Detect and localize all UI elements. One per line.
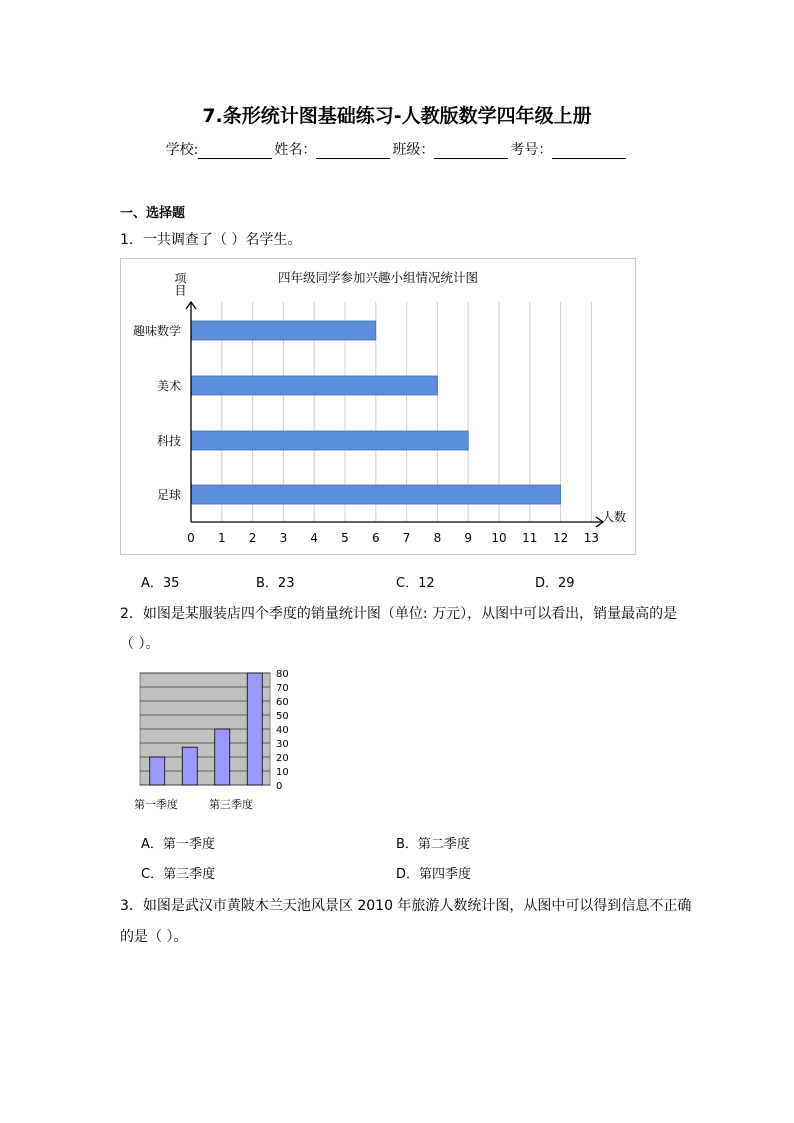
q2-option-c[interactable]: C．第三季度: [141, 867, 216, 882]
chart1-bar: [191, 431, 468, 450]
question-1-text: 1．一共调查了（ ）名学生。: [120, 232, 302, 248]
class-blank[interactable]: [434, 145, 508, 159]
chart1-tick-label: 1: [217, 531, 226, 545]
chart1-category-label: 足球: [156, 488, 181, 502]
chart2-tick-label: 60: [276, 697, 289, 708]
name-blank[interactable]: [316, 145, 390, 159]
q1-option-d[interactable]: D．29: [535, 576, 575, 591]
chart1-tick-label: 6: [371, 531, 380, 545]
q2-option-a[interactable]: A．第一季度: [141, 837, 215, 852]
question-2-line2: （ ）。: [120, 636, 160, 652]
chart2-cat-label-q1: 第一季度: [134, 798, 178, 811]
chart2-tick-label: 40: [276, 725, 289, 736]
question-3-line2: 的是（ ）。: [120, 929, 188, 945]
chart2-tick-label: 20: [276, 753, 289, 764]
chart1-x-label: 人数: [602, 510, 627, 524]
chart2-bar: [215, 729, 230, 785]
chart1-y-label: 项目: [173, 272, 187, 296]
chart1-tick-label: 3: [279, 531, 288, 545]
class-label: 班级：: [392, 142, 435, 158]
page-title: 7.条形统计图基础练习-人教版数学四年级上册: [202, 105, 592, 127]
chart2-tick-label: 50: [276, 711, 289, 722]
chart1-border: [121, 259, 636, 555]
chart1-bar: [191, 485, 561, 504]
chart2-bar: [182, 747, 197, 785]
q1-option-c[interactable]: C．12: [396, 576, 435, 591]
q2-option-b[interactable]: B．第二季度: [396, 837, 470, 852]
chart1-tick-label: 13: [583, 531, 600, 545]
school-label: 学校:: [165, 142, 199, 158]
chart1-category-label: 趣味数学: [132, 324, 181, 338]
student-info-line: [0, 139, 794, 159]
q1-option-b[interactable]: B．23: [256, 576, 295, 591]
question-3-line1: 3．如图是武汉市黄陂木兰天池风景区 2010 年旅游人数统计图，从图中可以得到信息不正确: [120, 898, 692, 914]
chart2-tick-label: 0: [276, 781, 283, 792]
chart2-tick-labels: [276, 669, 289, 792]
chart1-bar: [191, 376, 437, 395]
chart1-title: 四年级同学参加兴趣小组情况统计图: [277, 270, 479, 285]
q1-option-a[interactable]: A．35: [141, 576, 180, 591]
section-heading: 一、选择题: [120, 206, 186, 221]
chart1-tick-label: 5: [341, 531, 349, 545]
quarterly-sales-bar-chart: [130, 666, 330, 816]
chart2-bar: [247, 673, 262, 785]
chart1-tick-label: 10: [491, 531, 507, 545]
chart1-tick-label: 2: [248, 531, 257, 545]
chart2-tick-label: 80: [276, 669, 289, 680]
q2-option-d[interactable]: D．第四季度: [396, 867, 472, 882]
chart1-tick-label: 12: [552, 531, 569, 545]
question-2-line1: 2．如图是某服装店四个季度的销量统计图（单位: 万元），从图中可以看出，销量最高的是: [120, 606, 678, 622]
chart2-cat-label-q3: 第三季度: [209, 798, 253, 811]
chart2-tick-label: 70: [276, 683, 289, 694]
chart1-tick-label: 4: [310, 531, 319, 545]
chart2-tick-label: 30: [276, 739, 289, 750]
interest-group-bar-chart: [120, 258, 636, 556]
chart2-bar: [150, 757, 165, 785]
chart1-tick-label: 0: [187, 531, 195, 545]
chart1-bar: [191, 321, 376, 340]
chart1-category-label: 科技: [156, 434, 181, 448]
name-label: 姓名：: [274, 142, 317, 158]
exam-no-blank[interactable]: [552, 145, 626, 159]
chart1-category-label: 美术: [156, 379, 181, 393]
exam-no-label: 考号：: [510, 142, 553, 158]
school-blank[interactable]: [198, 145, 272, 159]
chart1-tick-label: 7: [402, 531, 411, 545]
chart1-tick-label: 8: [433, 531, 442, 545]
chart2-tick-label: 10: [276, 767, 289, 778]
chart1-tick-label: 11: [522, 531, 538, 545]
chart1-tick-label: 9: [464, 531, 473, 545]
